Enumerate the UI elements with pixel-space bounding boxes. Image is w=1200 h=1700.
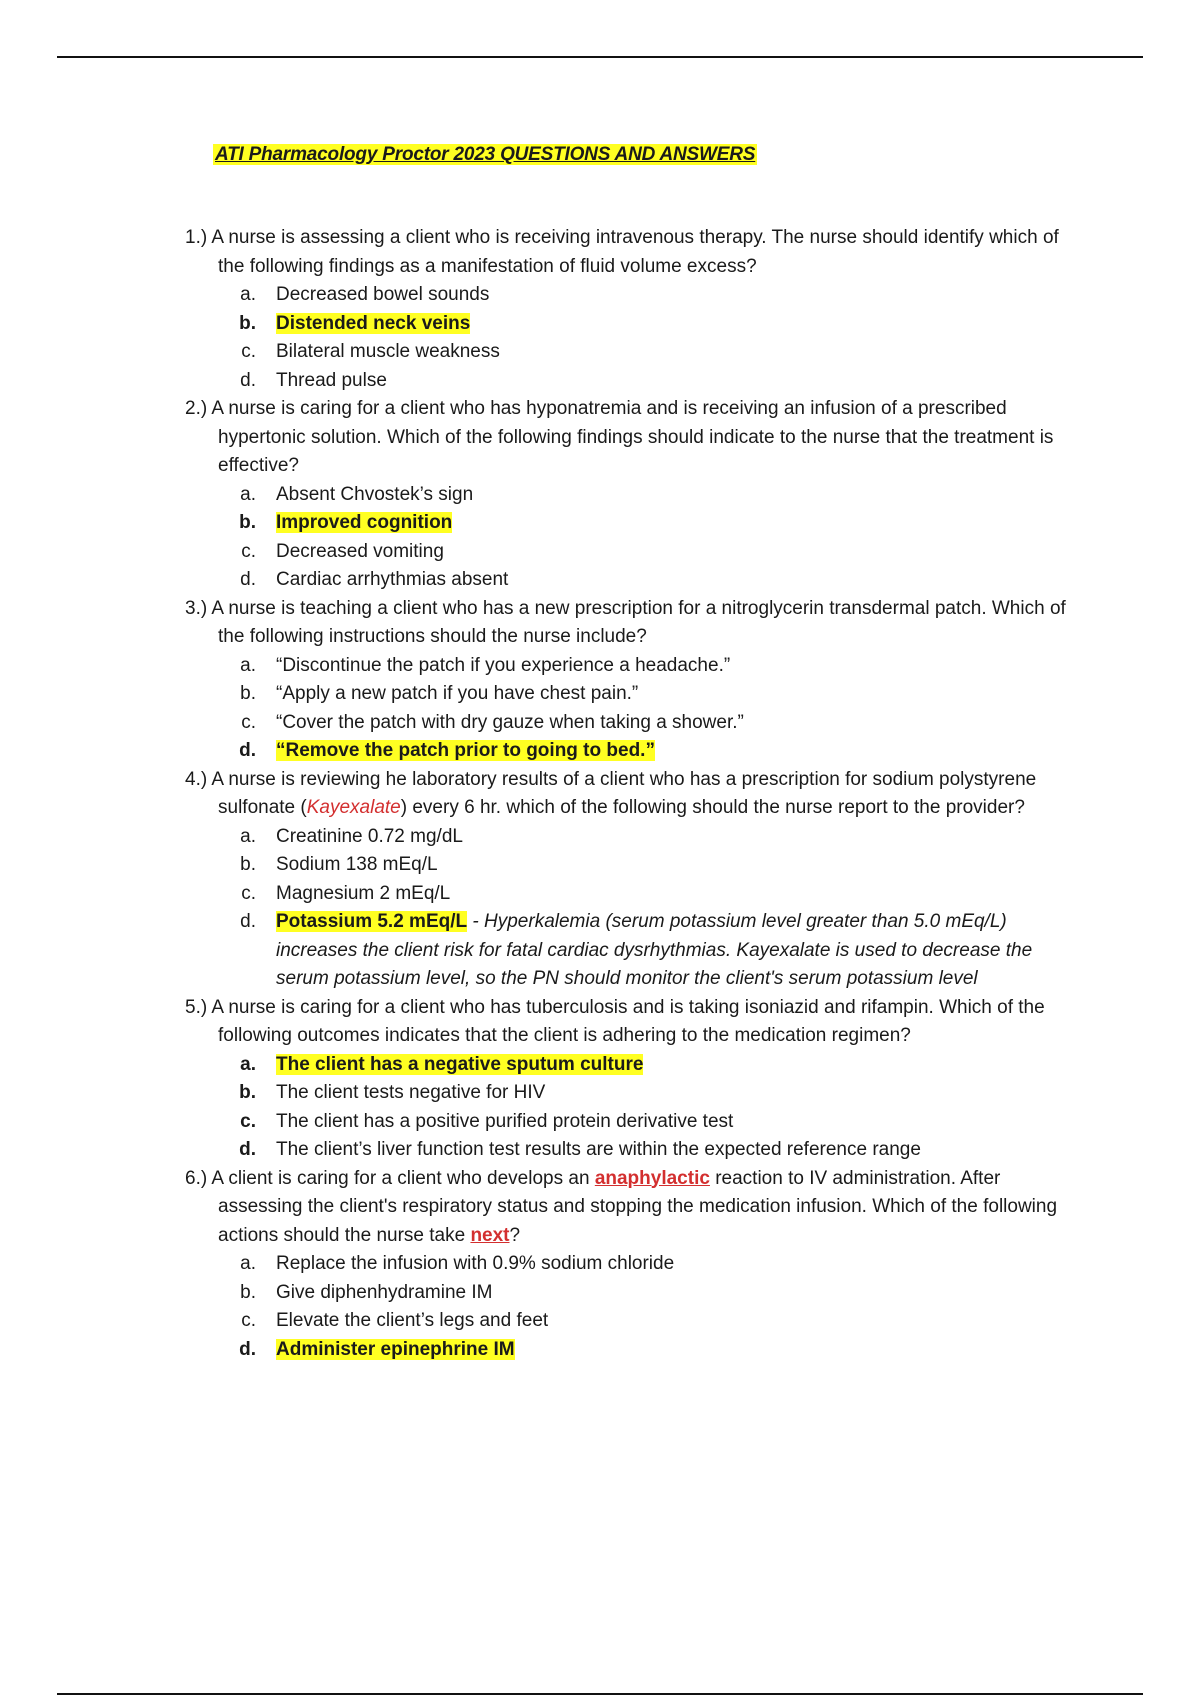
question-1 (180, 224, 1080, 395)
option-letter: a. (240, 825, 256, 847)
correct-answer-highlight: Potassium 5.2 mEq/L (276, 911, 468, 932)
emphasis-word-anaphylactic: anaphylactic (594, 1167, 710, 1189)
answer-option-correct (180, 310, 1080, 339)
answer-option (180, 851, 1080, 880)
question-number: 3.) (185, 597, 208, 619)
answer-option (180, 1250, 1080, 1279)
question-4 (180, 766, 1080, 994)
answer-option (180, 281, 1080, 310)
document-title: ATI Pharmacology Proctor 2023 QUESTIONS AND ANSWERS (215, 144, 756, 165)
option-text: Cardiac arrhythmias absent (276, 569, 509, 590)
option-text: The client tests negative for HIV (276, 1082, 546, 1103)
question-text-part-2: reaction to IV administration. After assessing the client's respiratory status and stopping the medication infusion. Which of the following actions should the nurse take (218, 1167, 1058, 1246)
question-stem (180, 395, 1080, 481)
question-text-after: ) every 6 hr. which of the following should the nurse report to the provider? (400, 797, 1025, 818)
question-6 (180, 1165, 1080, 1365)
answer-options (180, 1250, 1080, 1364)
option-letter: b. (239, 1082, 256, 1103)
answer-option-correct (180, 737, 1080, 766)
question-text-part-1: A client is caring for a client who develops an (211, 1167, 595, 1189)
question-text: A nurse is caring for a client who has hyponatremia and is receiving an infusion of a prescribed hypertonic solution. Which of the following findings should indicate to the nurse that the treatment is effective? (211, 398, 1054, 476)
question-text: A nurse is assessing a client who is receiving intravenous therapy. The nurse should identify which of the following findings as a manifestation of fluid volume excess? (211, 227, 1059, 277)
answer-options (180, 281, 1080, 395)
answer-option-correct (180, 908, 1080, 994)
answer-option (180, 823, 1080, 852)
answer-option (180, 338, 1080, 367)
answer-option (180, 1279, 1080, 1308)
option-letter: a. (240, 1053, 256, 1075)
option-text: Decreased vomiting (276, 540, 444, 562)
option-text: Magnesium 2 mEq/L (276, 882, 451, 904)
option-letter: b. (239, 512, 256, 533)
option-text: Elevate the client’s legs and feet (276, 1310, 549, 1331)
option-letter: d. (239, 1338, 256, 1360)
question-stem (180, 766, 1080, 823)
option-letter: c. (241, 341, 256, 362)
option-letter: a. (240, 654, 256, 676)
question-list (180, 224, 1080, 1364)
option-letter: d. (239, 740, 256, 761)
option-letter: a. (240, 284, 256, 305)
question-number: 4.) (185, 768, 208, 790)
question-number: 1.) (185, 227, 208, 248)
correct-answer-highlight: “Remove the patch prior to going to bed.” (276, 740, 655, 761)
answer-option (180, 1079, 1080, 1108)
question-text: A nurse is caring for a client who has tuberculosis and is taking isoniazid and rifampin. Which of the following outcomes indicates that the client is adhering to the medication regimen? (211, 996, 1045, 1046)
option-text: Give diphenhydramine IM (276, 1281, 493, 1303)
question-number: 2.) (185, 398, 208, 419)
option-letter: c. (241, 711, 256, 733)
answer-option (180, 538, 1080, 567)
answer-option (180, 709, 1080, 738)
bottom-rule (57, 1693, 1143, 1695)
question-stem (180, 595, 1080, 652)
correct-answer-highlight: Distended neck veins (276, 312, 471, 334)
option-text: “Cover the patch with dry gauze when taking a shower.” (276, 711, 744, 733)
option-text: “Discontinue the patch if you experience a headache.” (276, 654, 731, 676)
question-number: 6.) (185, 1167, 208, 1189)
answer-option (180, 566, 1080, 595)
option-text: Absent Chvostek’s sign (276, 483, 474, 505)
option-text: Creatinine 0.72 mg/dL (276, 825, 463, 847)
option-text: Sodium 138 mEq/L (276, 854, 438, 875)
option-text: The client has a positive purified protein derivative test (276, 1110, 734, 1132)
option-text: Replace the infusion with 0.9% sodium chloride (276, 1253, 675, 1274)
option-letter: d. (240, 569, 256, 590)
option-letter: a. (240, 1253, 256, 1274)
question-text-part-3: ? (509, 1224, 521, 1246)
document-title-block (213, 144, 757, 166)
question-5 (180, 994, 1080, 1165)
answer-option-correct (180, 1336, 1080, 1365)
option-letter: b. (240, 683, 256, 704)
option-text: Decreased bowel sounds (276, 284, 490, 305)
option-letter: c. (241, 540, 256, 562)
answer-option (180, 880, 1080, 909)
option-letter: c. (241, 882, 256, 904)
option-letter: c. (241, 1310, 256, 1331)
answer-option (180, 1307, 1080, 1336)
emphasis-word-next: next (470, 1224, 510, 1246)
drug-brand-name: Kayexalate (306, 797, 401, 818)
option-text: Bilateral muscle weakness (276, 341, 500, 362)
top-rule (57, 56, 1143, 58)
question-3 (180, 595, 1080, 766)
answer-option (180, 1108, 1080, 1137)
option-letter: a. (240, 483, 256, 505)
answer-options (180, 481, 1080, 595)
question-text: A nurse is teaching a client who has a new prescription for a nitroglycerin transdermal patch. Which of the following instructions should the nurse include? (211, 597, 1066, 647)
correct-answer-highlight: Improved cognition (276, 512, 453, 533)
answer-explanation: - Hyperkalemia (serum potassium level greater than 5.0 mEq/L) increases the client risk for fatal cardiac dysrhythmias. Kayexalate is used to decrease the serum potassium level, so the PN should monitor the client's serum potassium level (276, 911, 1033, 989)
option-text: “Apply a new patch if you have chest pain.” (276, 683, 639, 704)
option-letter: d. (239, 1139, 256, 1160)
question-stem (180, 1165, 1080, 1251)
answer-option (180, 1136, 1080, 1165)
correct-answer-highlight: The client has a negative sputum culture (276, 1053, 644, 1075)
question-stem (180, 224, 1080, 281)
question-text-before: A nurse is reviewing he laboratory results of a client who has a prescription for sodium polystyrene sulfonate ( (211, 768, 1037, 818)
option-letter: c. (240, 1110, 256, 1132)
question-number: 5.) (185, 996, 208, 1018)
option-letter: b. (240, 854, 256, 875)
answer-option-correct (180, 1051, 1080, 1080)
answer-option-correct (180, 509, 1080, 538)
answer-option (180, 680, 1080, 709)
answer-option (180, 367, 1080, 396)
option-letter: d. (240, 911, 256, 932)
option-text: Thread pulse (276, 369, 387, 391)
option-letter: d. (240, 369, 256, 391)
question-stem (180, 994, 1080, 1051)
question-2 (180, 395, 1080, 595)
answer-options (180, 823, 1080, 994)
answer-options (180, 1051, 1080, 1165)
option-text: The client’s liver function test results are within the expected reference range (276, 1139, 921, 1160)
correct-answer-highlight: Administer epinephrine IM (276, 1338, 515, 1360)
option-letter: b. (239, 312, 256, 334)
answer-option (180, 481, 1080, 510)
answer-options (180, 652, 1080, 766)
option-letter: b. (240, 1281, 256, 1303)
answer-option (180, 652, 1080, 681)
